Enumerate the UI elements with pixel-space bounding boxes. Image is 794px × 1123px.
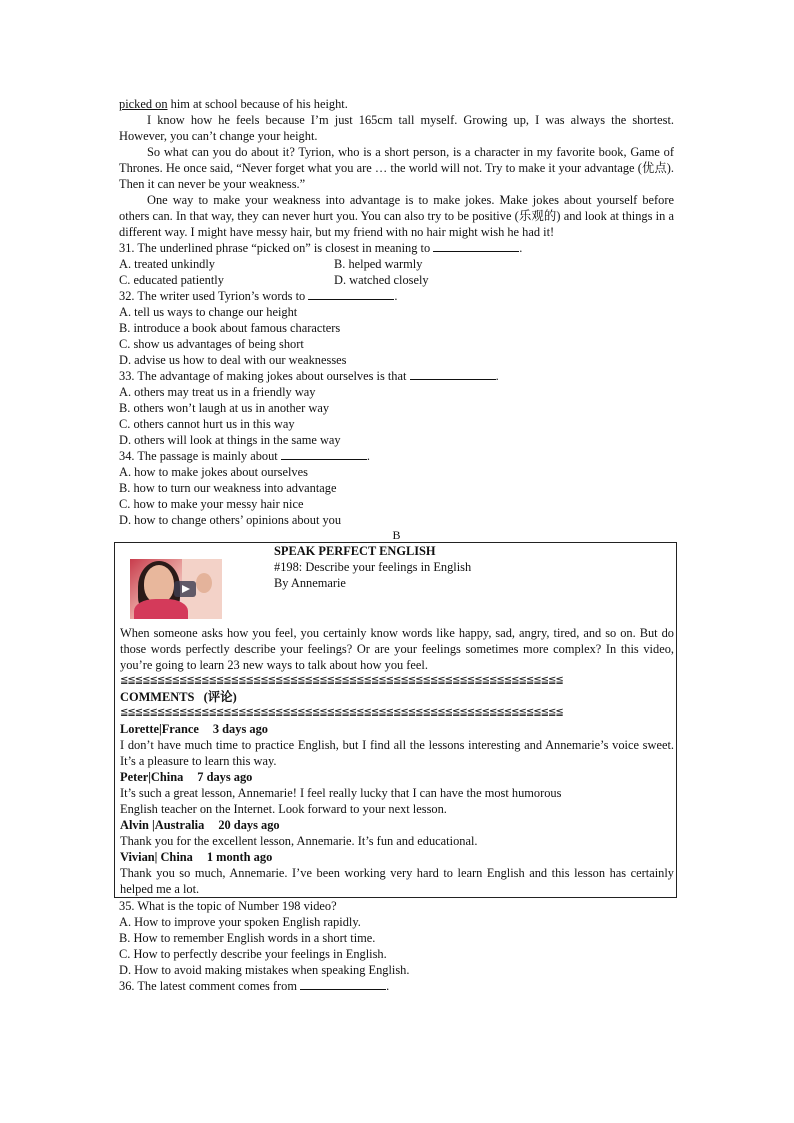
passage-paragraph: I know how he feels because I’m just 165cm tall myself. Growing up, I was always the shortest. However, you can’t change your height. <box>119 113 674 143</box>
answer-blank[interactable] <box>410 368 496 380</box>
comment-author: Peter|China 7 days ago <box>120 770 253 784</box>
webpage-box <box>114 542 677 898</box>
comment-text: I don’t have much time to practice English, but I find all the lessons interesting and Annemarie’s voice sweet. It’s a pleasure to learn this way. <box>120 738 674 768</box>
answer-blank[interactable] <box>433 240 519 252</box>
option[interactable]: D. watched closely <box>334 273 429 287</box>
option[interactable]: D. How to avoid making mistakes when speaking English. <box>119 963 410 977</box>
option[interactable]: B. helped warmly <box>334 257 423 271</box>
video-intro: When someone asks how you feel, you certainly know words like happy, sad, angry, tired, and so on. But do those words perfectly describe your feelings? Or are your feelings sometimes more complex? In this video, you’re going to learn 23 new ways to talk about how you feel. <box>120 626 674 672</box>
answer-blank[interactable] <box>308 288 394 300</box>
option[interactable]: C. show us advantages of being short <box>119 337 304 351</box>
option[interactable]: B. How to remember English words in a short time. <box>119 931 376 945</box>
options-row <box>119 256 674 272</box>
answer-blank[interactable] <box>281 448 367 460</box>
passage-line: picked on him at school because of his height. <box>119 97 348 111</box>
answer-blank[interactable] <box>300 978 386 990</box>
section-label: B <box>392 528 401 542</box>
option[interactable]: C. How to perfectly describe your feelings in English. <box>119 947 387 961</box>
option[interactable]: D. advise us how to deal with our weaknesses <box>119 353 347 367</box>
option[interactable]: A. how to make jokes about ourselves <box>119 465 308 479</box>
question-32: 32. The writer used Tyrion’s words to . <box>119 289 398 303</box>
option[interactable]: A. treated unkindly <box>119 257 216 271</box>
option[interactable]: C. others cannot hurt us in this way <box>119 417 295 431</box>
comment-text: English teacher on the Internet. Look forward to your next lesson. <box>120 802 447 816</box>
option[interactable]: A. How to improve your spoken English rapidly. <box>119 915 361 929</box>
passage-paragraph: So what can you do about it? Tyrion, who is a short person, is a character in my favorite book, Game of Thrones. He once said, “Never forget what you are … the world will not. Try to make it your advantage (优点). Then it can never be your weakness.” <box>119 145 674 191</box>
underlined-phrase: picked on <box>119 97 168 111</box>
worksheet-page <box>119 96 674 994</box>
option[interactable]: C. educated patiently <box>119 273 224 287</box>
option[interactable]: C. how to make your messy hair nice <box>119 497 304 511</box>
comments-heading: COMMENTS (评论) <box>120 690 237 704</box>
play-icon[interactable] <box>174 581 196 597</box>
episode-title: #198: Describe your feelings in English <box>274 560 472 574</box>
passage-paragraph: One way to make your weakness into advantage is to make jokes. Make jokes about yourself before others can. In that way, they can never hurt you. You can also try to be positive (乐观的) and look at things in a different way. I might have messy hair, but my friend with no hair might wish he had it! <box>119 193 674 239</box>
question-34: 34. The passage is mainly about . <box>119 449 370 463</box>
option[interactable]: B. others won’t laugh at us in another way <box>119 401 330 415</box>
option[interactable]: A. others may treat us in a friendly way <box>119 385 316 399</box>
question-33: 33. The advantage of making jokes about ourselves is that . <box>119 369 499 383</box>
option[interactable]: A. tell us ways to change our height <box>119 305 298 319</box>
comment-author: Lorette|France 3 days ago <box>120 722 268 736</box>
comment-text: Thank you for the excellent lesson, Annemarie. It’s fun and educational. <box>120 834 478 848</box>
question-31: 31. The underlined phrase “picked on” is closest in meaning to . <box>119 241 523 255</box>
comment-text: It’s such a great lesson, Annemarie! I feel really lucky that I can have the most humorous <box>120 786 562 800</box>
separator-line: ≦≦≦≦≦≦≦≦≦≦≦≦≦≦≦≦≦≦≦≦≦≦≦≦≦≦≦≦≦≦≦≦≦≦≦≦≦≦≦≦≦≦≦≦≦≦≦≦≦≦≦≦≦≦≦≦≦≦≦≦ <box>120 675 563 686</box>
separator-line: ≦≦≦≦≦≦≦≦≦≦≦≦≦≦≦≦≦≦≦≦≦≦≦≦≦≦≦≦≦≦≦≦≦≦≦≦≦≦≦≦≦≦≦≦≦≦≦≦≦≦≦≦≦≦≦≦≦≦≦≦ <box>120 707 563 718</box>
question-35: 35. What is the topic of Number 198 video? <box>119 899 337 913</box>
author: By Annemarie <box>274 576 346 590</box>
site-title: SPEAK PERFECT ENGLISH <box>274 544 436 558</box>
option[interactable]: B. introduce a book about famous characters <box>119 321 341 335</box>
question-36: 36. The latest comment comes from . <box>119 979 390 993</box>
options-row <box>119 272 674 288</box>
comment-author: Alvin |Australia 20 days ago <box>120 818 280 832</box>
option[interactable]: B. how to turn our weakness into advantage <box>119 481 337 495</box>
video-info <box>274 543 471 591</box>
video-header <box>120 543 674 625</box>
option[interactable]: D. others will look at things in the same way <box>119 433 341 447</box>
option[interactable]: D. how to change others’ opinions about you <box>119 513 342 527</box>
comment-text: Thank you so much, Annemarie. I’ve been working very hard to learn English and this lesson has certainly helped me a lot. <box>120 866 674 896</box>
comment-author: Vivian| China 1 month ago <box>120 850 273 864</box>
video-thumbnail[interactable] <box>130 559 222 619</box>
